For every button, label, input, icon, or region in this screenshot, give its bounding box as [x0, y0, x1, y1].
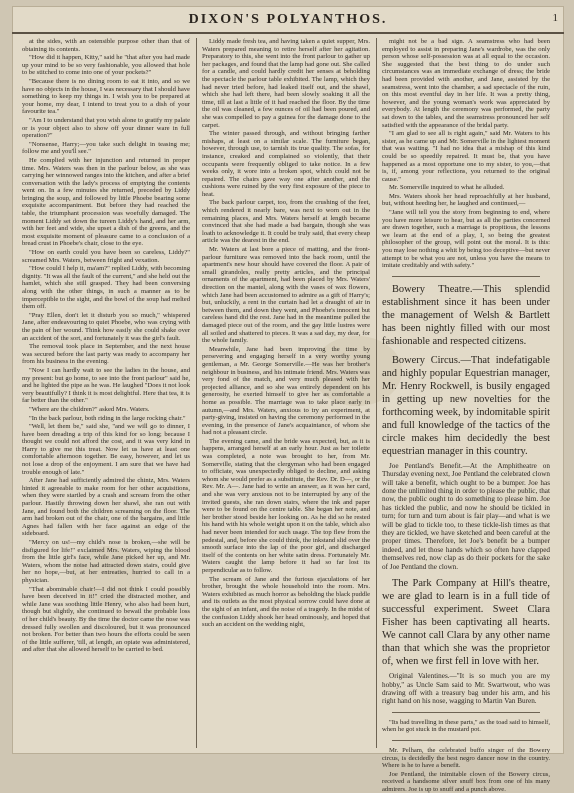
- notice-park-company: The Park Company at Hill's theatre, we are glad to learn is in a full tide of successful experiment. Sweet Clara Fisher has been captivating all hearts. We cannot call Clara by any other name than that which she was the proprietor of, when we first fell in love with her.: [382, 578, 550, 668]
- notice-bowery-theatre: Bowery Theatre.—This splendid establishment since it has been under the management of Welsh & Bartlett has been nightly filled with our most fashionable and respected citizens.: [382, 283, 550, 347]
- notice-pentland: Joe Pentland, the inimitable clown of the Bowery circus, received a handsome silver snuff box from one of his many admirers. Joe is up to snuff and a punch above.: [382, 770, 550, 793]
- paragraph: The scream of Jane and the furious ejaculations of her brother, brought the whole household into the room. Mrs. Waters exhibited as much horror as beholding the black puddle and its outlets as the most physical sorrow could have done at the sight of an infant, and the noise of a tragedy. In the midst of the confusion Liddy shook her head ominously, and hoped that such an accident on the wedding night,: [202, 575, 370, 629]
- paragraph: "How did it happen, Kitty," said he "that after you had made up your mind to be so very fashionable, you allowed that hole to be stitched to come into one of your pockets?": [22, 54, 190, 77]
- masthead: [12, 10, 564, 34]
- paragraph: Mr. Waters at last bore a piece of matting, and the front-parlour furniture was removed into the back room, until the apartment's new hour should have covered the floor. A pair of small girandoles, really pretty articles, and the principal ornaments of the apartment, had been placed by Mrs. Waters' direction on the mantel, along with the vases of wax flowers, which Jane had been accustomed to admire as a gift of Harry's; but, unluckily, a rent in the curtain had let a draught of air in between them, and down they went, and Phoebe's innocent but careless hand did the rest. Jane had in the meantime pulled the damaged piece out of the room, and the gay little lustres were all soiled and shattered to pieces. It was a sad day, my dear, for the whole family.: [202, 246, 370, 345]
- paragraph: "Now I can hardly wait to see the ladies in the house, and my present: but go home, to see into the front parlour" said he, and he lighted the pipe as he was. He laughed "Does it not look very beautifully? I think it is most delightful. Here that tea, it is far better than the other.": [22, 366, 190, 405]
- paragraph: "Jane will tell you the story from beginning to end, where you have more leisure to hear, but as all the parties concerned are drawn together, such a marriage is propitious, the lessons we learn at the end of a play, I, so being the greatest philosopher of the group, will point out the moral. It is this: you may lose nothing a whit by being too deceptive—but never attempt to be what you are not, unless you have the means to imitate creditably and with safety.": [382, 209, 550, 270]
- paragraph: Meanwhile, Jane had been improving the time by persevering and engaging herself in a very worthy young gentleman, a Mr. George Somerville.—He was her brother's neighbour in business, and his intimate friend. Mrs. Waters was very fond of the match, and very much pleased with her projected alliance, and so she was entirely dependent on his generosity, he exerted himself to give her as comfortable a home as possible. The marriage was to take place early in autumn,—and Mrs. Waters, anxious to try an experiment, at party-giving, insisted on having the ceremony performed in the evening, in the presence of Jane's acquaintance, of whom she had not a pleasant circle.: [202, 345, 370, 437]
- section-rule: [392, 740, 540, 741]
- column-1: [22, 38, 190, 748]
- paragraph: The back parlour carpet, too, from the crushing of the feet, which rendered it nearly bare, was next to worn out in the remaining places, and Mrs. Waters herself at length became convinced that she had made a bad bargain, though she was loath to acknowledge it. It could be truly said, that every cheap article was the dearest in the end.: [202, 199, 370, 245]
- columns: [22, 38, 556, 793]
- paragraph: "How on earth could you have been so careless, Liddy?" screamed Mrs. Waters, between fright and vexation.: [22, 249, 190, 264]
- paragraph: "Where are the children?" asked Mrs. Waters.: [29, 405, 150, 413]
- paragraph: Mrs. Waters shook her head reproachfully at her husband, but, without heeding her, he laughed and continued,—: [382, 192, 550, 208]
- column-divider: [376, 38, 377, 748]
- notice-pelham: Mr. Pelham, the celebrated buffo singer of the Bowery circus, is decidedly the best negro dancer now in the country. Where is he to have a benefit.: [382, 746, 550, 770]
- paragraph: "That abominable chair!—I did not think I could possibly have been deceived in it!" cried the distracted mother, and while Jane was soothing little Henry, who also had been hurt, though but slightly, she continued to bewail the probable loss of her child's beauty. By the time the doctor came the nose was dressed fully swollen and discoloured, but it was pronounced not broken. For better than two hours the efforts could be seen of the little sufferer, 'till, at length, an opiate was administered, and after that she allowed herself to be carried to bed.: [22, 585, 190, 654]
- paragraph: He complied with her injunction and returned in proper time. Mrs. Waters was then in the parlour below, as she was carrying her winnowed ranges into the kitchen, and after a brief conversation with the lady's process of emptying the contents went on. In a few minutes she returned, preceded by Liddy bringing the soup, and followed by little Phoebe bearing some exquisite accompaniment. But before they had reached the table, the triumphant procession was woefully damaged. The moment Liddy set down the tureen Liddy's hand, and her arm, with her feet and wide, she upset a dish of the greens, and the most exquisite moment of pleasure came to a conclusion of a bread crust in Phoebe's chair, close to the eye.: [22, 156, 190, 248]
- newspaper-page: [12, 6, 564, 793]
- page-number: 1: [552, 12, 558, 24]
- paragraph: "Pray Ellen, don't let it disturb you so much," whispered Jane, after endeavouring to quiet Phoebe, who was crying with the pain of her wound. Think how easily she could shake over an accident of the sort, and fortunately it was the girl's fault.: [22, 311, 190, 342]
- paragraph: might not be a bad sign. A seamstress who had been employed to assist in preparing Jane's wardrobe, was the only person whose self-possession was at all equal to the occasion. She suggested that the best thing to do under such circumstances was an immediate exchange of dress; the bride had been provided with another, and Jane, assisted by the seamstress, went into the chamber, a sad spectacle of the ruin, on this most eventful day in her life. It was a pretty thing, however, and the young woman's work was appreciated by everybody. At length the ceremony was performed, the party sat down to the tables, and the seamstress pronounced her self satisfied with the appearance of the bridal party.: [382, 38, 550, 129]
- notice-bowery-circus: Bowery Circus.—That indefatigable and highly popular Equestrian manager, Mr. Henry Rockwell, is busily engaged in getting up new novelties for the forthcoming week, by indomitable spirit and full knowledge of the tactics of the circle makes him decidedly the best equestrian manager in this country.: [382, 354, 550, 457]
- paragraph: Liddy made fresh tea, and having taken a quiet supper, Mrs. Waters prepared meaning to retire herself after her agitation. Preparatory to this, she went into the front parlour to gather up her packages, and found that the lamp had gone out. She called for a candle, and could hardly credit her senses at beholding the spectacle the parlour table exhibited. The lamp, which they had never tried before, had leaked itself out, and the shawl, which she had left there, had been slowly soaking it all the time, till at last a little of it had reached the floor. By the time the oil was cleaned, a few ounces of oil had been poured, and she was compelled to pay a guinea for the damage done to the carpet.: [202, 38, 370, 129]
- paragraph: The evening came, and the bride was expected, but, as it is happens, arranged herself at an early hour. Just as her toilette was completed, a note was brought to her, from Mr. Somerville, stating that the clergyman who had been engaged to officiate, was unexpectedly obliged to decline, and asking whom she would prefer as a substitute, the Rev. Dr. D—, or the Rev. Mr. A—. Jane had to write an answer, as it was her card, and she was very anxious not to be interrupted by any of the invited guests, she ran down stairs, where the ink and paper were to be found on the centre table. She began her note, and her brother stood beside her looking on. As he did so he rested his hand with his whole weight upon it on the table, which also had never been intended for such usage. The top flew from the pedestal, and, before she could think, the inkstand slid over the smooth surface into the lap of the poor girl, and discharged itself of the contents on her white satin dress. Fortunately Mr. Waters caught the lamp before it had so far lost its perpendicular as to follow.: [202, 437, 370, 574]
- notice-original-valentines: Original Valentines.—"It is so much you are my hobby," as Uncle Sam said to Mr. Swartwout, who was drawing off with a treasury bag under his arm, and his right hand on his nose, wagging to Martin Van Buren.: [382, 672, 550, 706]
- paragraph: "Mercy on us!—my child's nose is broken,—she will be disfigured for life!" exclaimed Mrs. Waters, wiping the blood from the little girl's face, while Jane picked her up, and Mr. Waters, whom the noise had attracted down stairs, could give her no hope,—but, at her entreaties, hurried to call in a physician.: [22, 539, 190, 584]
- column-divider: [196, 38, 197, 748]
- paragraph: "Well, let them be," said she, "and we will go to dinner, I have been dreading a trip of this kind for so long; because I thought we could not afford the cost, and it was very kind in Harry to give me this treat. Now let us have at least one comfortable afternoon together. Be easy, however, and let us not lose a drop of the enjoyment. I am sure that we have had trouble enough of late.": [22, 423, 190, 476]
- paragraph: The removal took place in September, and the next house was secured before the last party was ready to accompany her from his business in the evening.: [22, 343, 190, 366]
- paragraph: "How could I help it, ma'am?" replied Liddy, with becoming dignity. "It was all the fault of the current," and she held out the hamlet, which she still grasped. They had been conversing along with the other things, in such a manner as to be imperceptible to the sight, and the bowl of the soup had melted them off.: [22, 265, 190, 311]
- paragraph: at the sides, with an ostensible purpose other than that of obtaining its contents.: [22, 38, 190, 53]
- paragraph: Mr. Somerville inquired to what he alluded.: [389, 184, 505, 192]
- notice-quip: "Its bad travelling in these parts," as the toad said to himself, when he got stuck in the mustard pot.: [382, 718, 550, 734]
- paragraph: "Because there is no dining room to eat it into, and so we have no objects in the house, I was necessary that I should have something to keep my things in. I wish you to be prepared at your home, my dear, I intend to treat you to a dish of your favourite tea.": [22, 77, 190, 116]
- column-2: [202, 38, 370, 748]
- paragraph: "In the back parlour, both riding in the large rocking chair.": [29, 414, 186, 422]
- section-rule: [392, 276, 540, 277]
- paragraph: The winter passed through, and without bringing farther mishaps, at least on a similar scale. The furniture began, however, through use, to tarnish its true quality. The sofas, for instance, creaked and complained so violently, that their occupants were frequently obliged to take notice. In a few weeks only, it wore into a broken spot, which could not be repaired. The chairs gave way one after another, and the cushions were ruined by the very first exposure of the piece to heat.: [202, 130, 370, 198]
- paragraph: "I am glad to see all is right again," said Mr. Waters to his sister, as he came up and Mr. Somerville in the lightest moment that was waiting. "I had no idea that a mishap of this kind could be so speedily repaired. It must be, that you have happened as a most opportune one to my sister, to you,—that is, if, among your reflections, you returned to the original cause.": [382, 130, 550, 183]
- page-title: DIXON'S POLYANTHOS.: [188, 12, 388, 27]
- section-rule: [392, 712, 540, 713]
- paragraph: "Nonsense, Harry;—you take such delight in teasing me; follow me and you'll see.": [22, 140, 190, 156]
- paragraph: After Jane had sufficiently admired the chintz, Mrs. Waters hinted it agreeable to make room for her other acquisitions, when they were startled by a crash and scream from the other parlour. Hastily throwing down her shawl, she ran out with Jane, and found both the children screaming on the floor. The arm had broken out of the chair, one of the bargains, and little Agnes had fallen with her face against an edge of the sideboard.: [22, 477, 190, 538]
- notice-pentland-benefit: Joe Pentland's Benefit.—At the Amphitheatre on Thursday evening next, Joe Pentland the celebrated clown will take a benefit, which ought to be a bumper. Joe has done the unlimited thing in order to please the public, that now, the public ought to do something to please him. Joe has tickled the public, and now he should be tickled in turn; for turn and turn about is fair play—and what is we will be glad to tickle too, to these tickle-lish times as that they are tickled, we have sketched and been careful at the proper times. Therefore, let Joe's benefit be a bumper indeed, and let those hands which so often have clapped themselves red, now clap as do their pockets for the sake of Joe Pentland the clown.: [382, 461, 550, 571]
- column-3: [382, 38, 550, 793]
- paragraph: "Am I to understand that you wish alone to gratify my palate or is your object also to show off your dinner ware in full operation?": [22, 116, 190, 140]
